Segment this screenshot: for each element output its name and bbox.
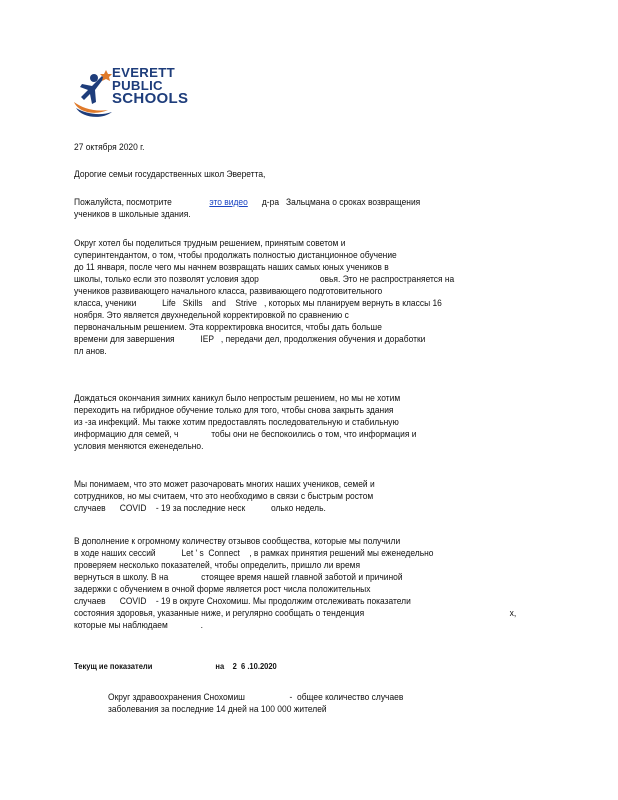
paragraph-3-line: информацию для семей, ч тобы они не беспокоились о том, что информация и (74, 429, 417, 440)
paragraph-4-line: случаев COVID - 19 за последние неск олько недель. (74, 503, 326, 514)
paragraph-4-line: сотрудников, но мы считаем, что это необходимо в связи с быстрым ростом (74, 491, 374, 502)
paragraph-1-line-2: учеников в школьные здания. (74, 209, 191, 220)
paragraph-2-line: до 11 января, после чего мы начнем возвращать наших самых юных учеников в (74, 262, 389, 273)
paragraph-5-line: В дополнение к огромному количеству отзывов сообщества, которые мы получили (74, 536, 401, 547)
paragraph-3-line: переходить на гибридное обучение только для того, чтобы снова закрыть здания (74, 405, 394, 416)
paragraph-2-line: школы, только если это позволят условия здор овья. Это не распространяется на (74, 274, 455, 285)
paragraph-5-line: проверяем несколько показателей, чтобы определить, пришло ли время (74, 560, 361, 571)
paragraph-5-line: в ходе наших сессий Let ' s Connect , в рамках принятия решений мы еженедельно (74, 548, 434, 559)
bullet-1-line-1: Округ здравоохранения Снохомиш - общее количество случаев (108, 692, 404, 703)
paragraph-2-line: учеников развивающего начального класса, развивающего подготовительного (74, 286, 383, 297)
logo-figure-icon (72, 66, 116, 122)
paragraph-2-line: класса, ученики Life Skills and Strive , которых мы планируем вернуть в классы 16 (74, 298, 442, 309)
letter-date: 27 октября 2020 г. (74, 142, 145, 153)
everett-public-schools-logo (72, 66, 202, 122)
paragraph-2-line: Округ хотел бы поделиться трудным решением, принятым советом и (74, 238, 346, 249)
paragraph-5-line: случаев COVID - 19 в округе Снохомиш. Мы продолжим отслеживать показатели (74, 596, 411, 607)
paragraph-5-line: задержки с обучением в очной форме является рост числа положительных (74, 584, 371, 595)
paragraph-3-line: условия меняются еженедельно. (74, 441, 204, 452)
paragraph-4-line: Мы понимаем, что это может разочаровать многих наших учеников, семей и (74, 479, 375, 490)
paragraph-2-line: ноября. Это является двухнедельной корректировкой по сравнению с (74, 310, 349, 321)
bullet-1-line-2: заболевания за последние 14 дней на 100 000 жителей (108, 704, 327, 715)
paragraph-2-line: суперинтендантом, о том, чтобы продолжать полностью дистанционное обучение (74, 250, 397, 261)
paragraph-5-line: состояния здоровья, указанные ниже, и регулярно сообщать о тенденция х, (74, 608, 517, 619)
letter-greeting: Дорогие семьи государственных школ Эверетта, (74, 169, 266, 180)
paragraph-3-line: Дождаться окончания зимних каникул было непростым решением, но мы не хотим (74, 393, 401, 404)
paragraph-2-line: пл анов. (74, 346, 107, 357)
metrics-heading: Текущ ие показатели на 2 6 .10.2020 (74, 661, 277, 671)
logo-wordmark: EVERETT PUBLIC SCHOOLS (112, 65, 189, 107)
paragraph-2-line: времени для завершения IEP , передачи дел, продолжения обучения и доработки (74, 334, 426, 345)
paragraph-5-line: которые мы наблюдаем . (74, 620, 203, 631)
video-link[interactable]: это видео (209, 197, 248, 208)
paragraph-3-line: из -за инфекций. Мы также хотим предоставлять последовательную и стабильную (74, 417, 399, 428)
paragraph-5-line: вернуться в школу. В на стоящее время нашей главной заботой и причиной (74, 572, 403, 583)
paragraph-1-line-1: Пожалуйста, посмотрите это видео д-ра Зальцмана о сроках возвращения (74, 197, 421, 208)
paragraph-2-line: первоначальным решением. Эта корректировка вносится, чтобы дать больше (74, 322, 382, 333)
